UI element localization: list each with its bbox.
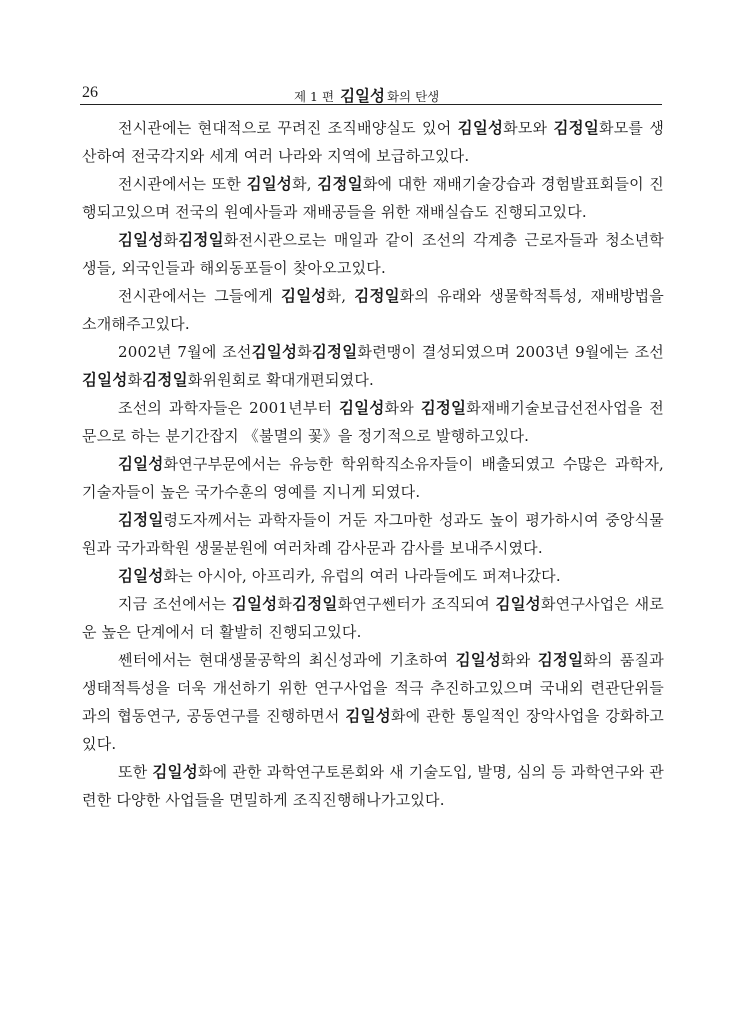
text-run: 조선의 과학자들은 2001년부터	[118, 399, 339, 417]
text-run: 화와	[384, 399, 421, 417]
bold-name: 김일성	[251, 343, 298, 361]
text-run: 화전시관으로는 매일과 같이 조선의 각계층 근로자들과 청소년학생들, 외국인들과 해외동포들이 찾아오고있다.	[82, 231, 664, 277]
bold-name: 김정일	[537, 651, 584, 669]
paragraph	[82, 590, 664, 646]
text-run: 화연구사업은 새로운 높은 단계에서 더 활발히 진행되고있다.	[82, 595, 664, 641]
bold-name: 김정일	[311, 343, 358, 361]
paragraph	[82, 506, 664, 562]
running-title-bold: 김일성	[340, 87, 385, 105]
text-run: 화연구쎈터가 조직되여	[337, 595, 496, 613]
paragraph	[82, 646, 664, 758]
page-number: 26	[82, 84, 98, 101]
text-run: 또한	[118, 763, 153, 781]
paragraph	[82, 114, 664, 170]
text-run: 화에 관한 과학연구토론회와 새 기술도입, 발명, 심의 등 과학연구와 관련한 다양한 사업들을 면밀하게 조직진행해나가고있다.	[82, 763, 664, 809]
text-run: 화	[277, 595, 293, 613]
bold-name: 김일성	[118, 231, 164, 249]
paragraph	[82, 394, 664, 450]
text-run: 화재배기술보급선전사업을 전문으로 하는 분기간잡지 《불멸의 꽃》을 정기적으로 발행하고있다.	[82, 399, 664, 445]
text-run: 화연구부문에서는 유능한 학위학직소유자들이 배출되였고 수많은 과학자, 기술자들이 높은 국가수훈의 영예를 지니게 되였다.	[82, 455, 664, 501]
text-run: 화	[127, 371, 143, 389]
bold-name: 김정일	[354, 287, 400, 305]
paragraph	[82, 170, 664, 226]
text-run: 화모와	[503, 119, 554, 137]
paragraph	[82, 758, 664, 814]
bold-name: 김일성	[281, 287, 327, 305]
bold-name: 김일성	[457, 119, 504, 137]
bold-name: 김정일	[420, 399, 467, 417]
bold-name: 김일성	[82, 371, 128, 389]
bold-name: 김정일	[317, 175, 363, 193]
running-title-rest: 화의 탄생	[386, 89, 440, 104]
paragraph	[82, 562, 664, 590]
bold-name: 김일성	[118, 455, 164, 473]
bold-name: 김정일	[553, 119, 600, 137]
bold-name: 김일성	[455, 651, 502, 669]
text-run: 화의 품질과 생태적특성을 더욱 개선하기 위한 연구사업을 적극 추진하고있으며 국내외 련관단위들과의 협동연구, 공동연구를 진행하면서	[82, 651, 664, 725]
paragraph	[82, 226, 664, 282]
text-run: 화	[297, 343, 312, 361]
text-run: 화에 관한 통일적인 장악사업을 강화하고있다.	[82, 707, 664, 753]
text-run: 화위원회로 확대개편되였다.	[187, 371, 374, 389]
text-run: 화와	[501, 651, 538, 669]
paragraph	[82, 338, 664, 394]
text-run: 전시관에서는 그들에게	[118, 287, 282, 305]
bold-name: 김정일	[142, 371, 188, 389]
text-run: 화에 대한 재배기술강습과 경험발표회들이 진행되고있으며 전국의 원예사들과 재배공들을 위한 재배실습도 진행되고있다.	[82, 175, 664, 221]
bold-name: 김정일	[178, 231, 224, 249]
text-run: 화는 아시아, 아프리카, 유럽의 여러 나라들에도 퍼져나갔다.	[163, 567, 561, 585]
text-run: 지금 조선에서는	[118, 595, 232, 613]
body-text	[82, 114, 664, 814]
bold-name: 김일성	[338, 399, 385, 417]
running-title	[294, 84, 439, 106]
bold-name: 김일성	[231, 595, 278, 613]
text-run: 령도자께서는 과학자들이 거둔 자그마한 성과도 높이 평가하시여 중앙식물원과 국가과학원 생물분원에 여러차례 감사문과 감사를 보내주시였다.	[82, 511, 664, 557]
paragraph	[82, 282, 664, 338]
text-run: 전시관에서는 또한	[118, 175, 247, 193]
bold-name: 김정일	[292, 595, 338, 613]
bold-name: 김일성	[345, 707, 391, 725]
text-run: 화의 유래와 생물학적특성, 재배방법을 소개해주고있다.	[82, 287, 664, 333]
running-header	[80, 82, 662, 105]
bold-name: 김일성	[118, 567, 164, 585]
text-run: 전시관에는 현대적으로 꾸려진 조직배양실도 있어	[118, 119, 458, 137]
text-run: 쎈터에서는 현대생물공학의 최신성과에 기초하여	[118, 651, 456, 669]
text-run: 화	[163, 231, 179, 249]
paragraph	[82, 450, 664, 506]
bold-name: 김일성	[246, 175, 293, 193]
text-run: 화,	[292, 175, 318, 193]
bold-name: 김일성	[152, 763, 198, 781]
text-run: 화,	[326, 287, 355, 305]
bold-name: 김일성	[495, 595, 541, 613]
text-run: 2002년 7월에 조선	[118, 343, 252, 361]
text-run: 화련맹이 결성되였으며 2003년 9월에는 조선	[357, 343, 664, 361]
bold-name: 김정일	[118, 511, 164, 529]
text-run: 화모를 생산하여 전국각지와 세계 여러 나라와 지역에 보급하고있다.	[82, 119, 665, 165]
part-label: 제 1 편	[294, 89, 335, 104]
